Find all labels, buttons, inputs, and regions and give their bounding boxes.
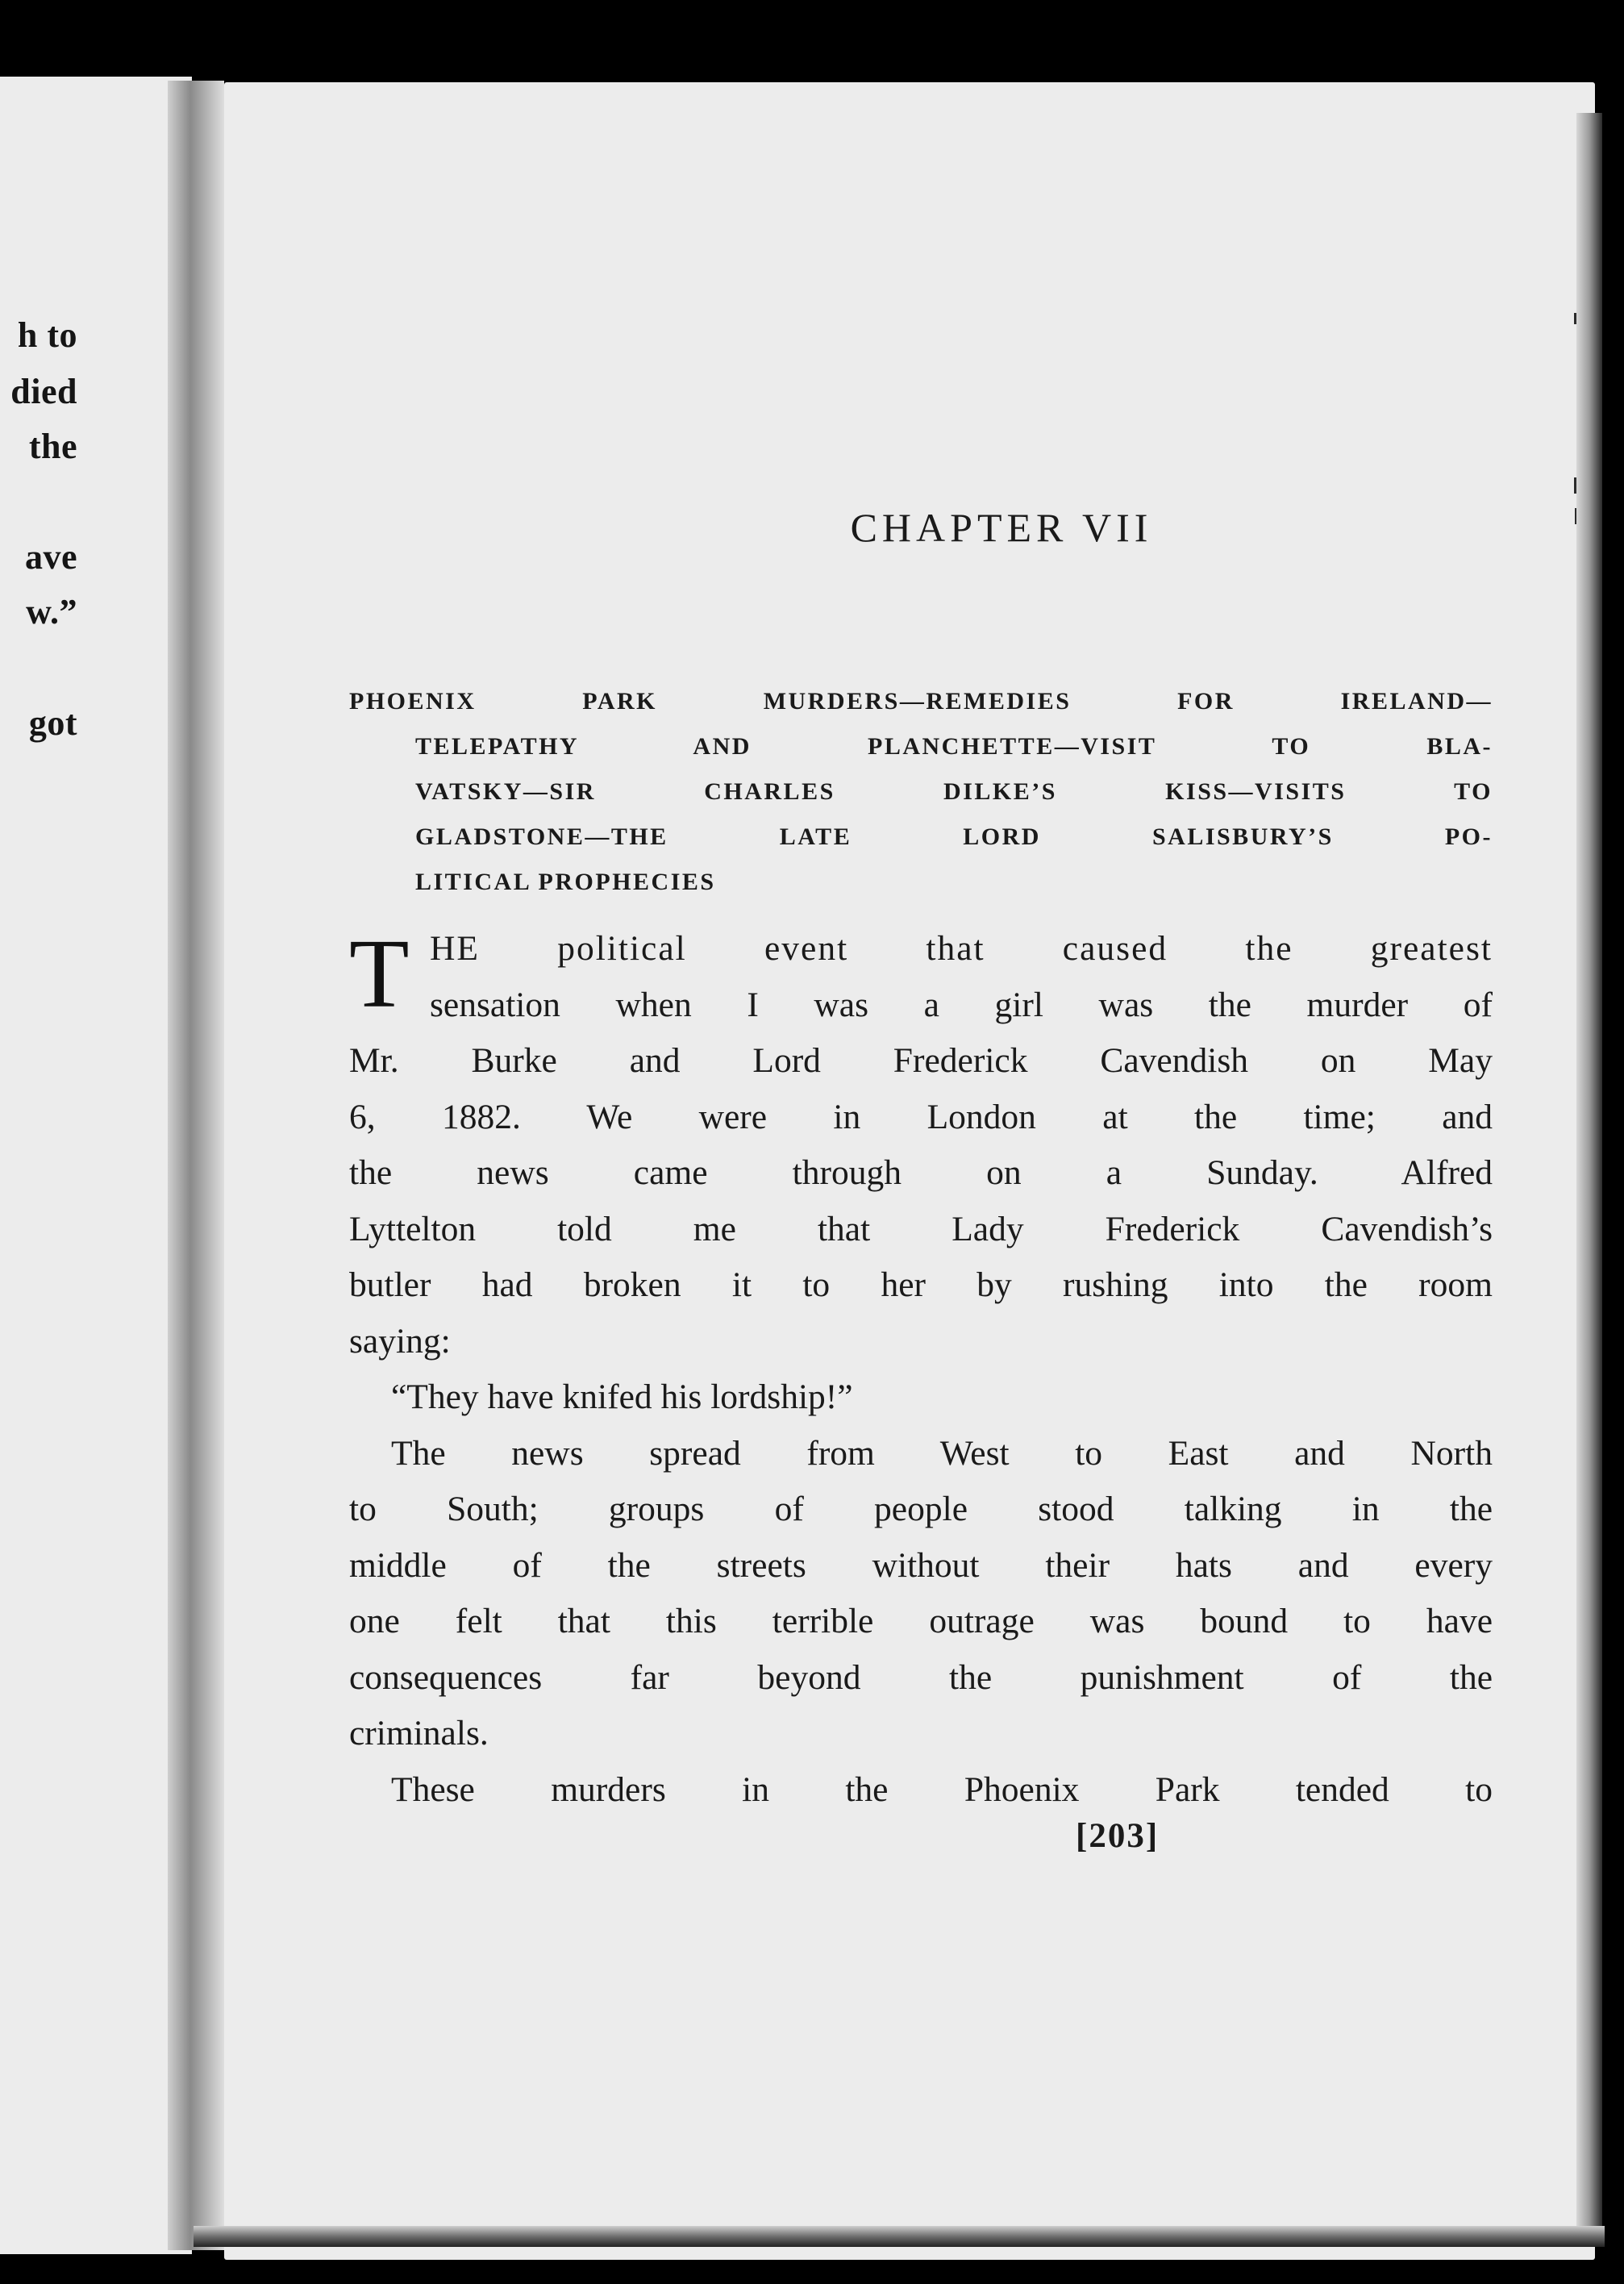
page-edge-bottom bbox=[194, 2226, 1605, 2247]
body-line: “They have knifed his lordship!” bbox=[391, 1377, 853, 1416]
body-line: one felt that this terrible outrage was bound to have bbox=[349, 1602, 1493, 1640]
chapter-heading bbox=[224, 504, 1595, 551]
previous-page-line: got bbox=[28, 703, 77, 743]
body-text bbox=[349, 921, 1493, 1818]
previous-page-line: died bbox=[10, 372, 77, 411]
summary-line: PHOENIX PARK MURDERS—REMEDIES FOR IRELAND— bbox=[349, 688, 1493, 715]
body-line: the news came through on a Sunday. Alfred bbox=[349, 1153, 1493, 1192]
body-line: 6, 1882. We were in London at the time; and bbox=[349, 1097, 1493, 1136]
body-line: middle of the streets without their hats and every bbox=[349, 1545, 1493, 1585]
body-line: Lyttelton told me that Lady Frederick Cavendish’s bbox=[349, 1209, 1493, 1248]
page-edge-right bbox=[1576, 113, 1602, 2242]
previous-page-line: the bbox=[28, 427, 77, 466]
previous-page-edge bbox=[0, 77, 192, 2254]
summary-line: VATSKY—SIR CHARLES DILKE’S KISS—VISITS TO bbox=[415, 778, 1493, 805]
body-line: HE political event that caused the greatest bbox=[430, 929, 1493, 968]
body-line: criminals. bbox=[349, 1714, 489, 1753]
body-line: Mr. Burke and Lord Frederick Cavendish on May bbox=[349, 1041, 1493, 1080]
body-line: saying: bbox=[349, 1321, 451, 1361]
page-number: [203] bbox=[1076, 1817, 1160, 1855]
chapter-title: CHAPTER VII bbox=[850, 505, 1153, 550]
summary-line: GLADSTONE—THE LATE LORD SALISBURY’S PO- bbox=[415, 823, 1493, 850]
previous-page-line: ave bbox=[24, 537, 77, 577]
previous-page-line: w.” bbox=[26, 592, 77, 631]
body-line: butler had broken it to her by rushing into the room bbox=[349, 1265, 1493, 1304]
drop-cap: T bbox=[349, 919, 410, 1028]
body-line: to South; groups of people stood talking in the bbox=[349, 1490, 1493, 1528]
book-page bbox=[224, 82, 1595, 2260]
body-line: These murders in the Phoenix Park tended to bbox=[391, 1769, 1493, 1809]
summary-line: LITICAL PROPHECIES bbox=[415, 869, 716, 895]
summary-line: TELEPATHY AND PLANCHETTE—VISIT TO BLA- bbox=[415, 733, 1493, 760]
chapter-summary bbox=[349, 679, 1493, 905]
previous-page-line: h to bbox=[17, 315, 77, 355]
book-gutter bbox=[168, 81, 224, 2250]
body-line: The news spread from West to East and North bbox=[391, 1433, 1493, 1473]
body-line: consequences far beyond the punishment of the bbox=[349, 1657, 1493, 1697]
body-line: sensation when I was a girl was the murder of bbox=[430, 985, 1493, 1024]
